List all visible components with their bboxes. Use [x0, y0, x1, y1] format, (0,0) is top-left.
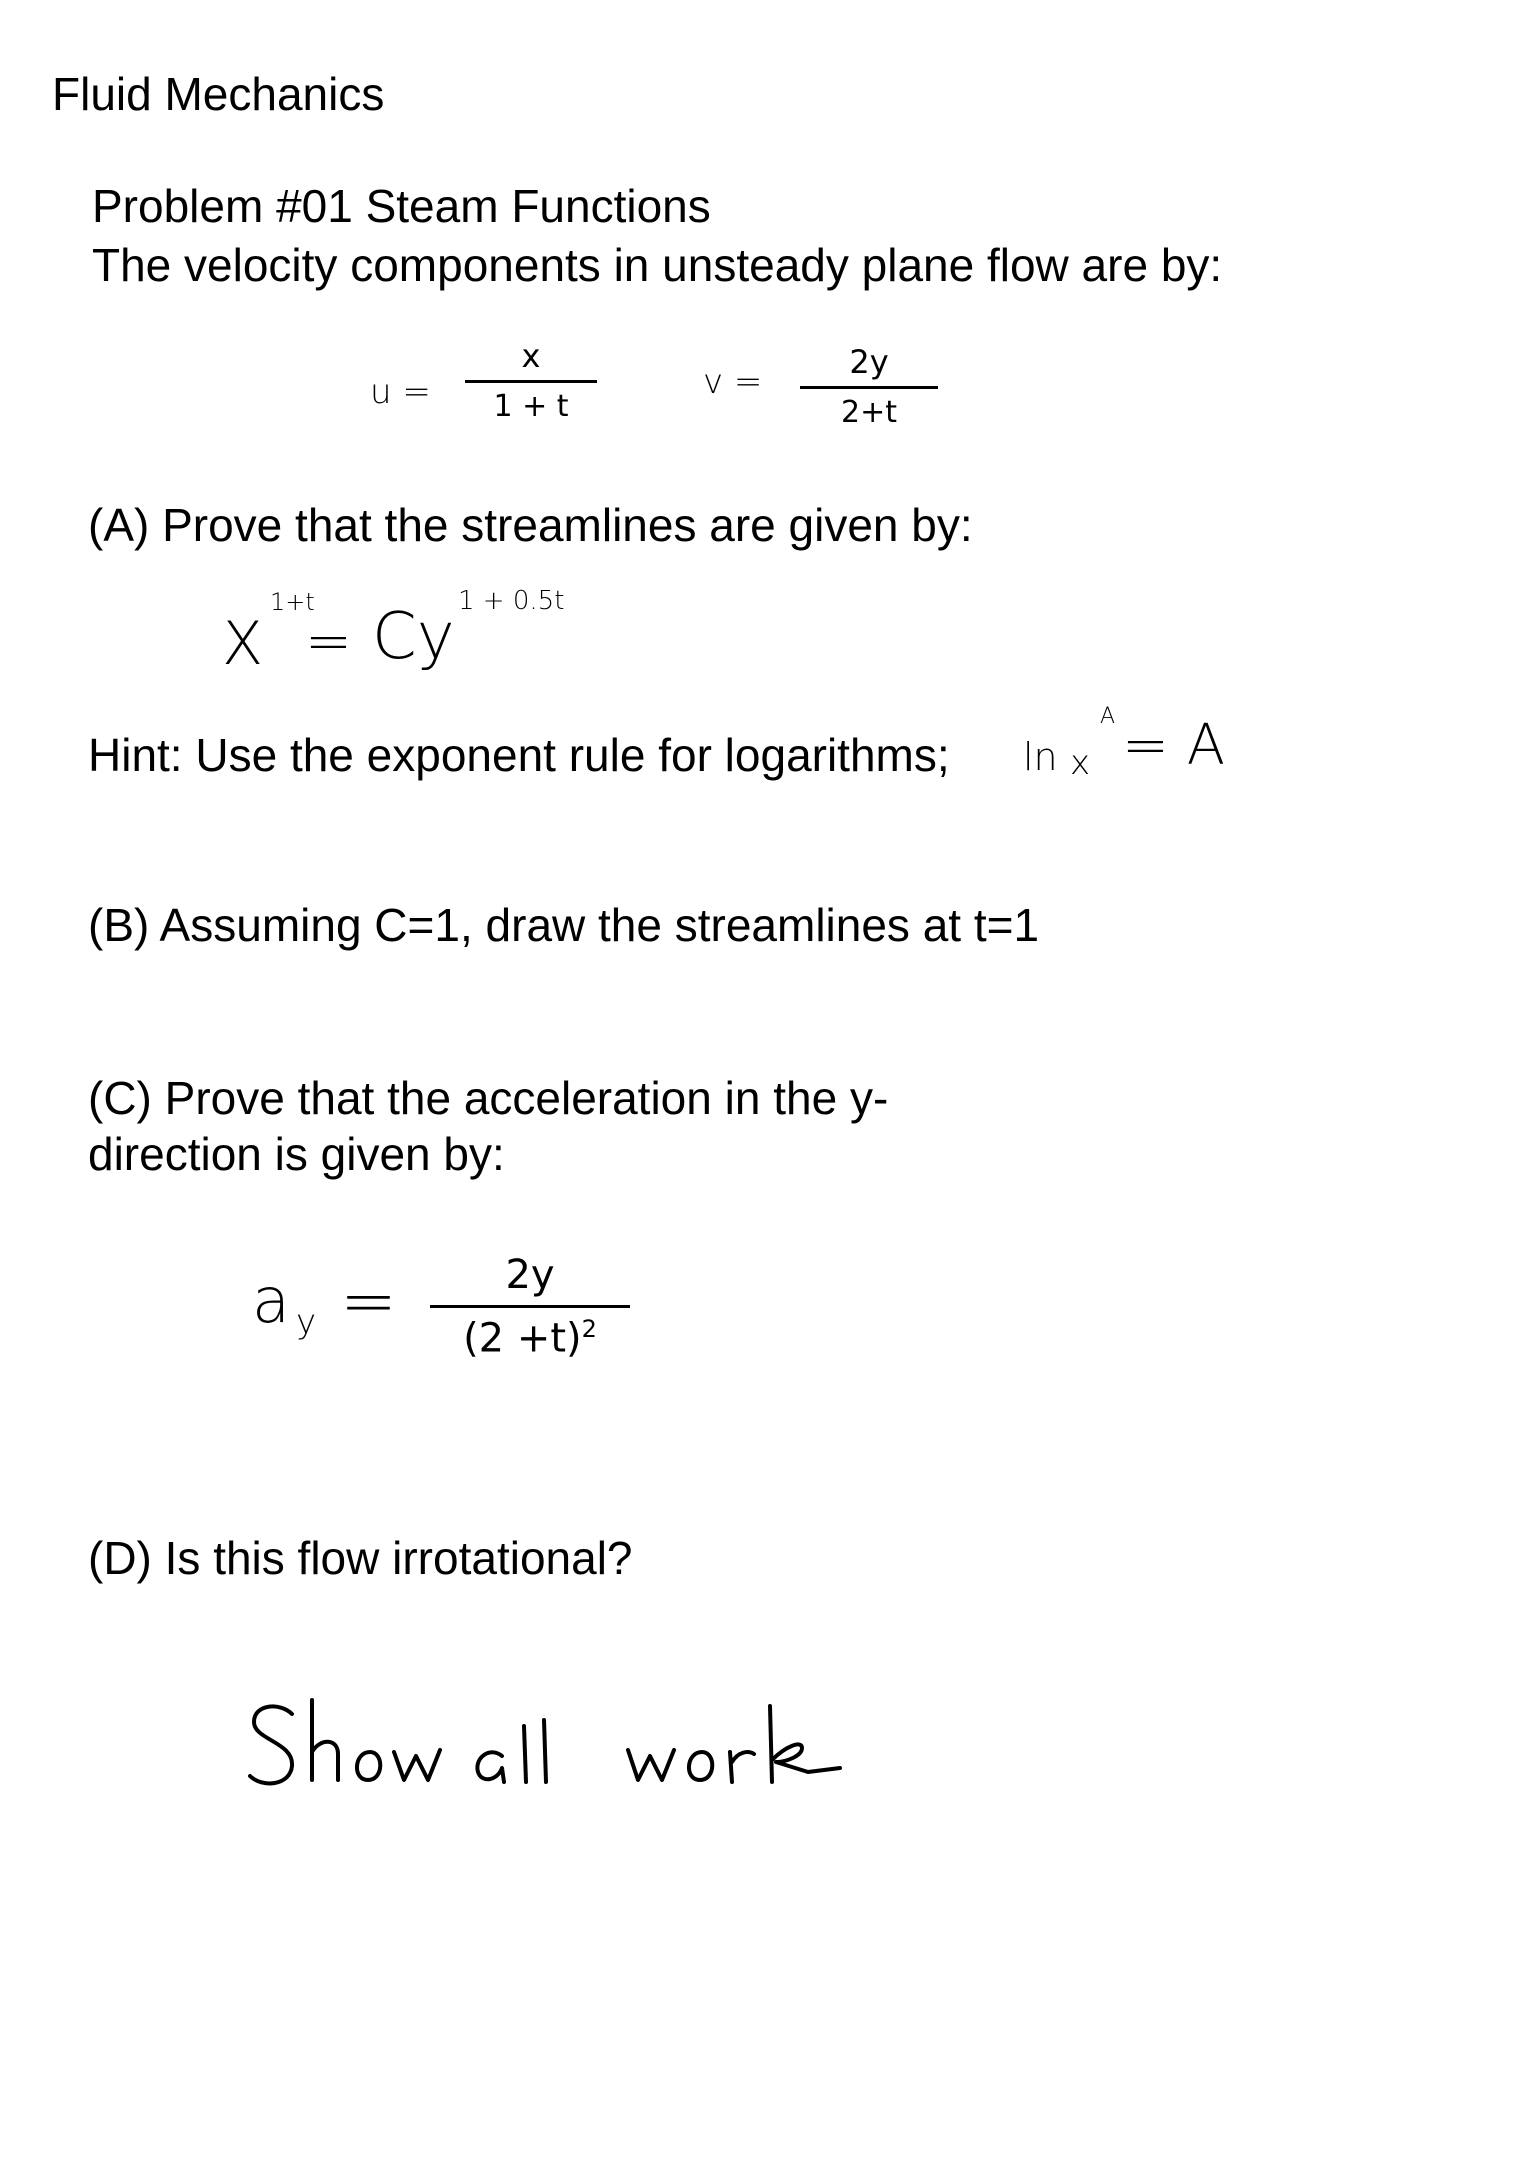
hint-ln: ln: [1023, 735, 1058, 779]
part-b-text: (B) Assuming C=1, draw the streamlines at t=1: [88, 899, 1040, 951]
accel-denominator: [430, 1315, 630, 1362]
u-lhs: u =: [370, 372, 431, 412]
hint-x: x: [1070, 743, 1091, 783]
hint-exp: A: [1100, 704, 1116, 729]
u-fraction-bar: [465, 380, 597, 383]
part-c-text-line1: (C) Prove that the acceleration in the y-: [88, 1072, 889, 1124]
hint-text: Hint: Use the exponent rule for logarithms;: [88, 729, 950, 781]
v-denominator: 2+t: [841, 395, 897, 430]
v-fraction: [800, 343, 938, 436]
accel-fraction: [430, 1252, 630, 1365]
accel-lhs-sub: y: [296, 1302, 317, 1342]
hint-rhs: = A: [1122, 713, 1226, 778]
streamline-rhs: Cy: [372, 600, 455, 674]
problem-intro: The velocity components in unsteady plane flow are by:: [92, 239, 1223, 291]
v-fraction-bar: [800, 386, 938, 389]
streamline-exp-left: 1+t: [270, 588, 315, 616]
v-numerator: 2y: [849, 343, 889, 381]
accel-denominator-base: (2 +t): [463, 1315, 582, 1362]
part-d-text: (D) Is this flow irrotational?: [88, 1532, 633, 1584]
u-fraction: [465, 337, 597, 430]
streamline-base-x: X: [222, 609, 264, 679]
problem-title: Problem #01 Steam Functions: [92, 180, 711, 232]
course-title: Fluid Mechanics: [52, 68, 385, 120]
u-numerator: x: [521, 337, 541, 375]
part-a-text: (A) Prove that the streamlines are given by:: [88, 499, 973, 551]
show-all-work-handwriting: [240, 1690, 900, 1810]
streamline-equals: =: [305, 609, 352, 674]
u-denominator: 1 + t: [493, 389, 569, 424]
streamline-exp-right: 1 + 0.5t: [458, 586, 565, 616]
part-c-text-line2: direction is given by:: [88, 1128, 505, 1180]
accel-equals: =: [340, 1262, 397, 1341]
v-lhs: v =: [703, 362, 763, 402]
accel-numerator: 2y: [505, 1252, 555, 1298]
accel-denominator-exp: 2: [581, 1315, 597, 1343]
accel-lhs-a: a: [252, 1264, 290, 1337]
accel-fraction-bar: [430, 1305, 630, 1308]
